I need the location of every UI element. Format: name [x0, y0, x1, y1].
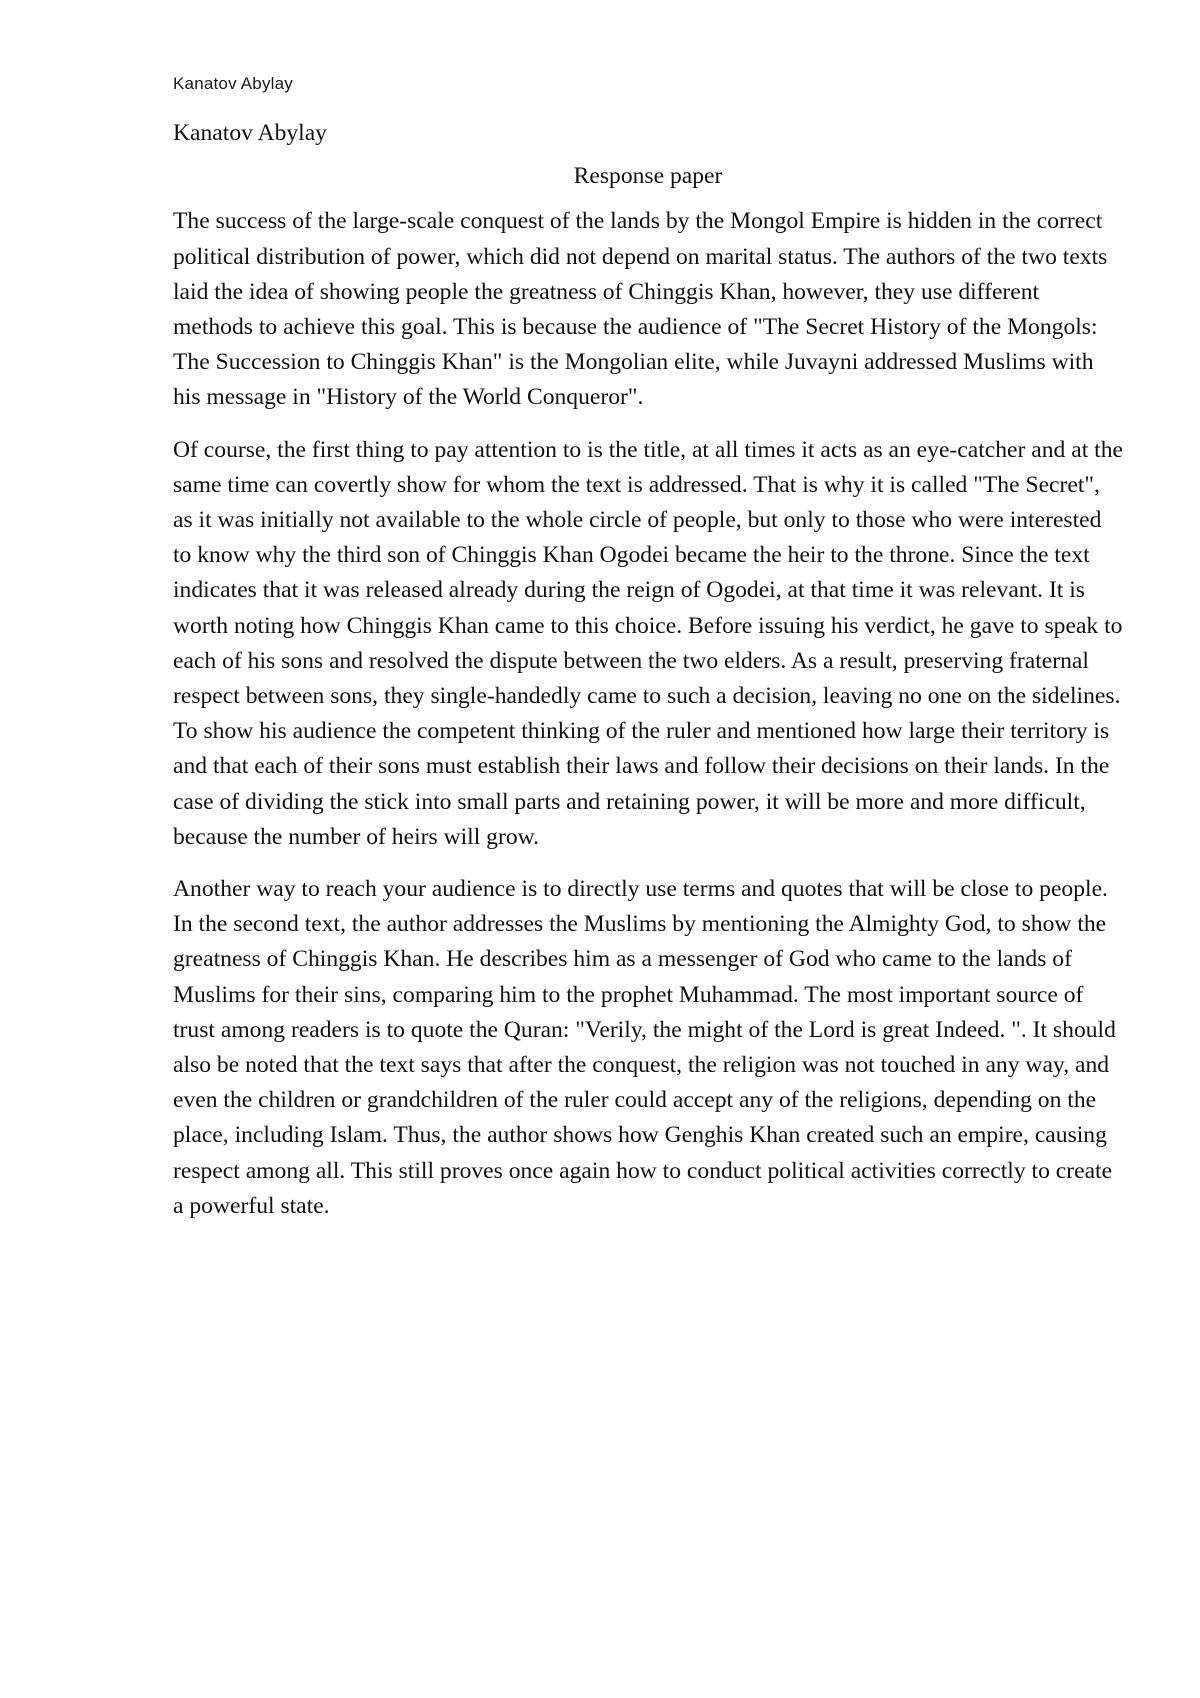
author-name: Kanatov Abylay	[173, 120, 327, 146]
running-header: Kanatov Abylay	[173, 74, 293, 93]
document-title: Response paper	[573, 163, 723, 190]
document-body	[173, 116, 1123, 1241]
paragraph-2: Of course, the first thing to pay attention to is the title, at all times it acts as an eye-catcher and at the same time can covertly show for whom the text is addressed. That is why it is called "The Secret", as it was initially not available to the whole circle of people, but only to those who were interested to know why the third son of Chinggis Khan Ogodei became the heir to the throne. Since the text indicates that it was released already during the reign of Ogodei, at that time it was relevant. It is worth noting how Chinggis Khan came to this choice. Before issuing his verdict, he gave to speak to each of his sons and resolved the dispute between the two elders. As a result, preserving fraternal respect between sons, they single-handedly came to such a decision, leaving no one on the sidelines. To show his audience the competent thinking of the ruler and mentioned how large their territory is and that each of their sons must establish their laws and follow their decisions on their lands. In the case of dividing the stick into small parts and retaining power, it will be more and more difficult, because the number of heirs will grow.	[173, 436, 1123, 850]
paragraph-1: The success of the large-scale conquest of the lands by the Mongol Empire is hidden in the correct political distribution of power, which did not depend on marital status. The authors of the two texts laid the idea of showing people the greatness of Chinggis Khan, however, they use different methods to achieve this goal. This is because the audience of "The Secret History of the Mongols: The Succession to Chinggis Khan" is the Mongolian elite, while Juvayni addressed Muslims with his message in "History of the World Conqueror".	[173, 208, 1108, 411]
paragraph-3: Another way to reach your audience is to directly use terms and quotes that will be close to people. In the second text, the author addresses the Muslims by mentioning the Almighty God, to show the greatness of Chinggis Khan. He describes him as a messenger of God who came to the lands of Muslims for their sins, comparing him to the prophet Muhammad. The most important source of trust among readers is to quote the Quran: "Verily, the might of the Lord is great Indeed. ". It should also be noted that the text says that after the conquest, the religion was not touched in any way, and even the children or grandchildren of the ruler could accept any of the religions, depending on the place, including Islam. Thus, the author shows how Genghis Khan created such an empire, causing respect among all. This still proves once again how to conduct political activities correctly to create a powerful state.	[173, 876, 1116, 1219]
